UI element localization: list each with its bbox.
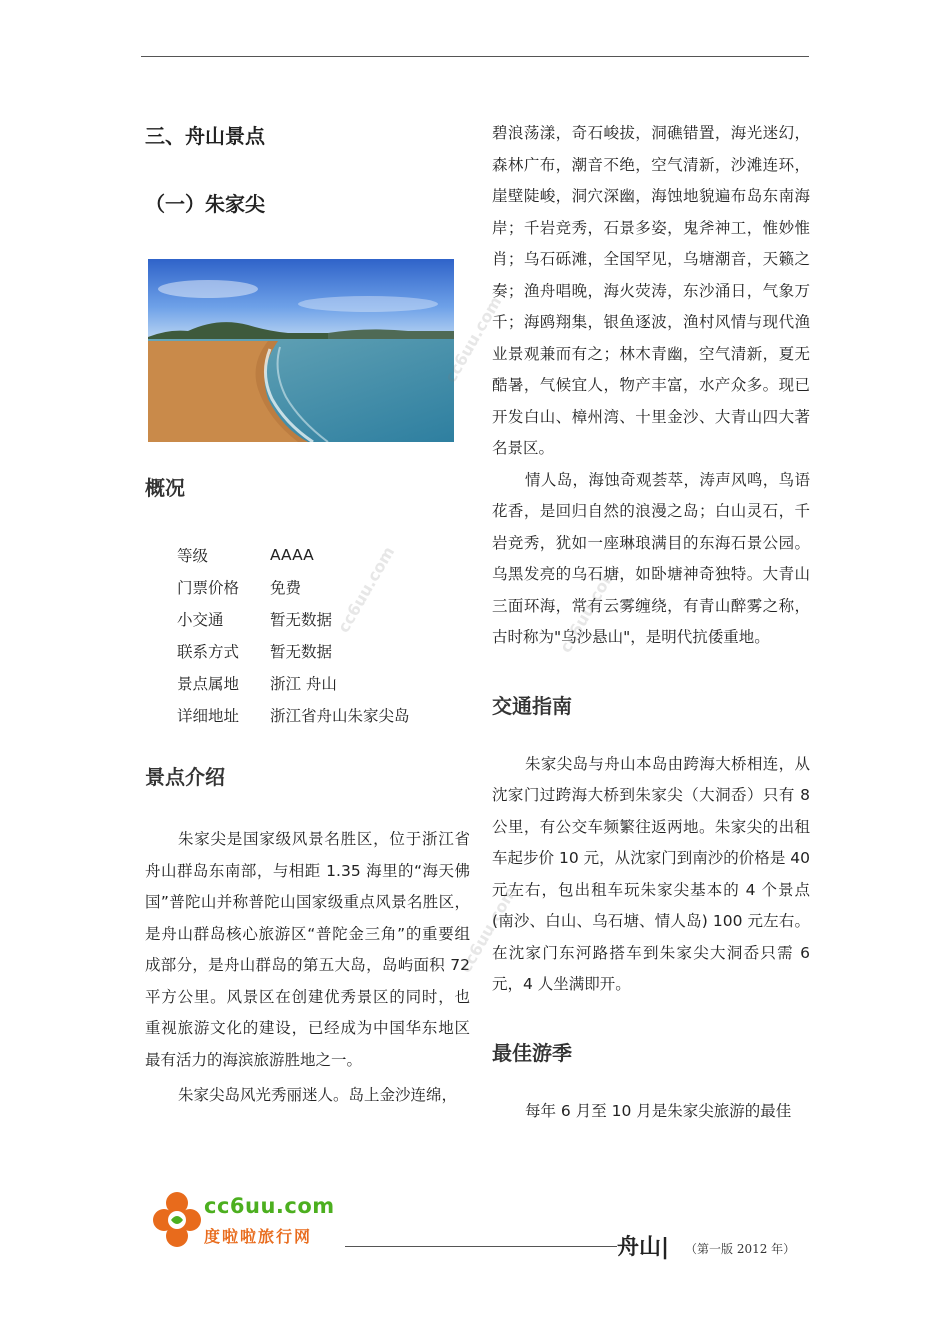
watermark: cc6uu.com	[455, 883, 521, 976]
footer-rule	[345, 1246, 617, 1247]
footer-edition: （第一版 2012 年）	[685, 1242, 796, 1256]
overview-key: 小交通	[177, 611, 224, 629]
overview-key: 详细地址	[177, 707, 240, 725]
intro-heading: 景点介绍	[145, 765, 225, 789]
clover-logo-icon	[152, 1190, 202, 1250]
watermark: cc6uu.com	[333, 543, 399, 636]
overview-table	[177, 539, 410, 731]
table-row	[177, 603, 410, 635]
traffic-paragraph: 朱家尖岛与舟山本岛由跨海大桥相连，从沈家门过跨海大桥到朱家尖（大洞岙）只有 8 公里，有公交车频繁往返两地。朱家尖的出租车起步价 10 元，从沈家门到南沙的价格是 40 元左右，包出租车玩朱家尖基本的 4 个景点(南沙、白山、乌石塘、情人岛) 100 元左右。在沈家门东河路搭车到朱家尖大洞岙只需 6 元，4 人坐满即开。	[492, 754, 810, 993]
overview-value: 浙江省舟山朱家尖岛	[270, 707, 410, 725]
beach-photo-illustration	[148, 259, 454, 442]
right-column	[492, 118, 810, 1127]
overview-value: AAAA	[270, 546, 314, 564]
overview-value: 浙江 舟山	[270, 675, 337, 693]
table-row	[177, 667, 410, 699]
logo-subtitle: 度啦啦旅行网	[204, 1227, 313, 1246]
left-column	[145, 120, 470, 1112]
season-paragraph: 每年 6 月至 10 月是朱家尖旅游的最佳	[525, 1101, 792, 1120]
overview-value: 免费	[270, 579, 302, 597]
traffic-heading: 交通指南	[492, 693, 572, 718]
subsection-title: （一）朱家尖	[145, 192, 265, 216]
watermark: cc6uu.com	[555, 563, 621, 656]
overview-key: 门票价格	[177, 579, 240, 597]
table-row	[177, 571, 410, 603]
overview-value: 暂无数据	[270, 611, 333, 629]
beach-photo	[148, 259, 454, 442]
overview-key: 等级	[177, 547, 209, 565]
intro-paragraph-1: 朱家尖是国家级风景名胜区，位于浙江省舟山群岛东南部，与相距 1.35 海里的“海天佛国”普陀山并称普陀山国家级重点风景名胜区，是舟山群岛核心旅游区“普陀金三角”的重要组成部分，是舟山群岛的第五大岛，岛屿面积 72 平方公里。风景区在创建优秀景区的同时，也重视旅游文化的建设，已经成为中国华东地区最有活力的海滨旅游胜地之一。	[145, 830, 470, 1069]
season-heading: 最佳游季	[492, 1040, 572, 1065]
logo-brand-text: cc6uu.com	[204, 1194, 335, 1218]
watermark: cc6uu.com	[440, 293, 506, 386]
site-logo[interactable]	[152, 1190, 342, 1252]
table-row	[177, 699, 410, 731]
overview-key: 联系方式	[177, 643, 240, 661]
intro-paragraph-2-start: 朱家尖岛风光秀丽迷人。岛上金沙连绵，	[178, 1086, 458, 1104]
header-rule	[141, 56, 809, 57]
footer-title: 舟山|	[617, 1235, 670, 1260]
overview-value: 暂无数据	[270, 643, 333, 661]
section-title: 三、舟山景点	[145, 124, 265, 148]
table-row	[177, 539, 410, 571]
overview-heading: 概况	[145, 476, 185, 500]
table-row	[177, 635, 410, 667]
overview-key: 景点属地	[177, 675, 240, 693]
intro-paragraph-2-continued: 碧浪荡漾，奇石峻拔，洞礁错置，海光迷幻，森林广布，潮音不绝，空气清新，沙滩连环，崖壁陡峻，洞穴深幽，海蚀地貌遍布岛东南海岸；千岩竞秀，石景多姿，鬼斧神工，惟妙惟肖；乌石砾滩，全国罕见，乌塘潮音，天籁之奏；渔舟唱晚，海火荧涛，东沙涌日，气象万千；海鸥翔集，银鱼逐波，渔村风情与现代渔业景观兼而有之；林木青幽，空气清新，夏无酷暑，气候宜人，物产丰富，水产众多。现已开发白山、樟州湾、十里金沙、大青山四大著名景区。	[492, 124, 810, 457]
intro-paragraph-3: 情人岛，海蚀奇观荟萃，涛声风鸣，鸟语花香，是回归自然的浪漫之岛；白山灵石，千岩竞秀，犹如一座琳琅满目的东海石景公园。乌黑发亮的乌石塘，如卧塘神奇独特。大青山三面环海，常有云雾缠绕，有青山醉雾之称，古时称为"乌沙悬山"，是明代抗倭重地。	[492, 470, 810, 646]
